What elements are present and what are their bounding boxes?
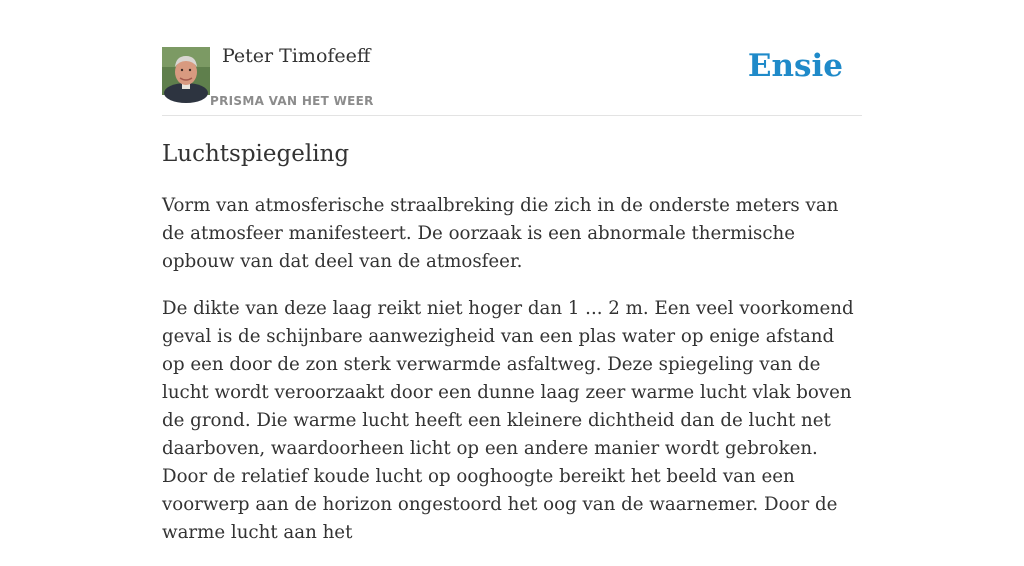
article-title: Luchtspiegeling (162, 141, 350, 167)
brand-logo[interactable]: Ensie (747, 48, 843, 84)
article-paragraph: De dikte van deze laag reikt niet hoger dan 1 ... 2 m. Een veel voorkomend geval is de schijnbare aanwezigheid van een plas water op enige afstand op een door de zon sterk verwarmde asfaltweg. Deze spiegeling van de lucht wordt veroorzaakt door een dunne laag zeer warme lucht vlak boven de grond. Die warme lucht heeft een kleinere dichtheid dan de lucht net daarboven, waardoorheen licht op een andere manier wordt gebroken. Door de relatief koude lucht op ooghoogte bereikt het beeld van een voorwerp aan de horizon ongestoord het oog van de waarnemer. Door de warme lucht aan het (162, 298, 854, 543)
page-header (162, 0, 862, 116)
author-avatar[interactable] (162, 47, 210, 95)
article-body (162, 138, 862, 566)
author-name[interactable]: Peter Timofeeff (222, 45, 371, 67)
article-paragraph: Vorm van atmosferische straalbreking die zich in de onderste meters van de atmosfeer manifesteert. De oorzaak is een abnormale thermische opbouw van dat deel van de atmosfeer. (162, 195, 839, 272)
avatar-photo (162, 47, 210, 95)
publication-name[interactable]: PRISMA VAN HET WEER (210, 94, 374, 108)
